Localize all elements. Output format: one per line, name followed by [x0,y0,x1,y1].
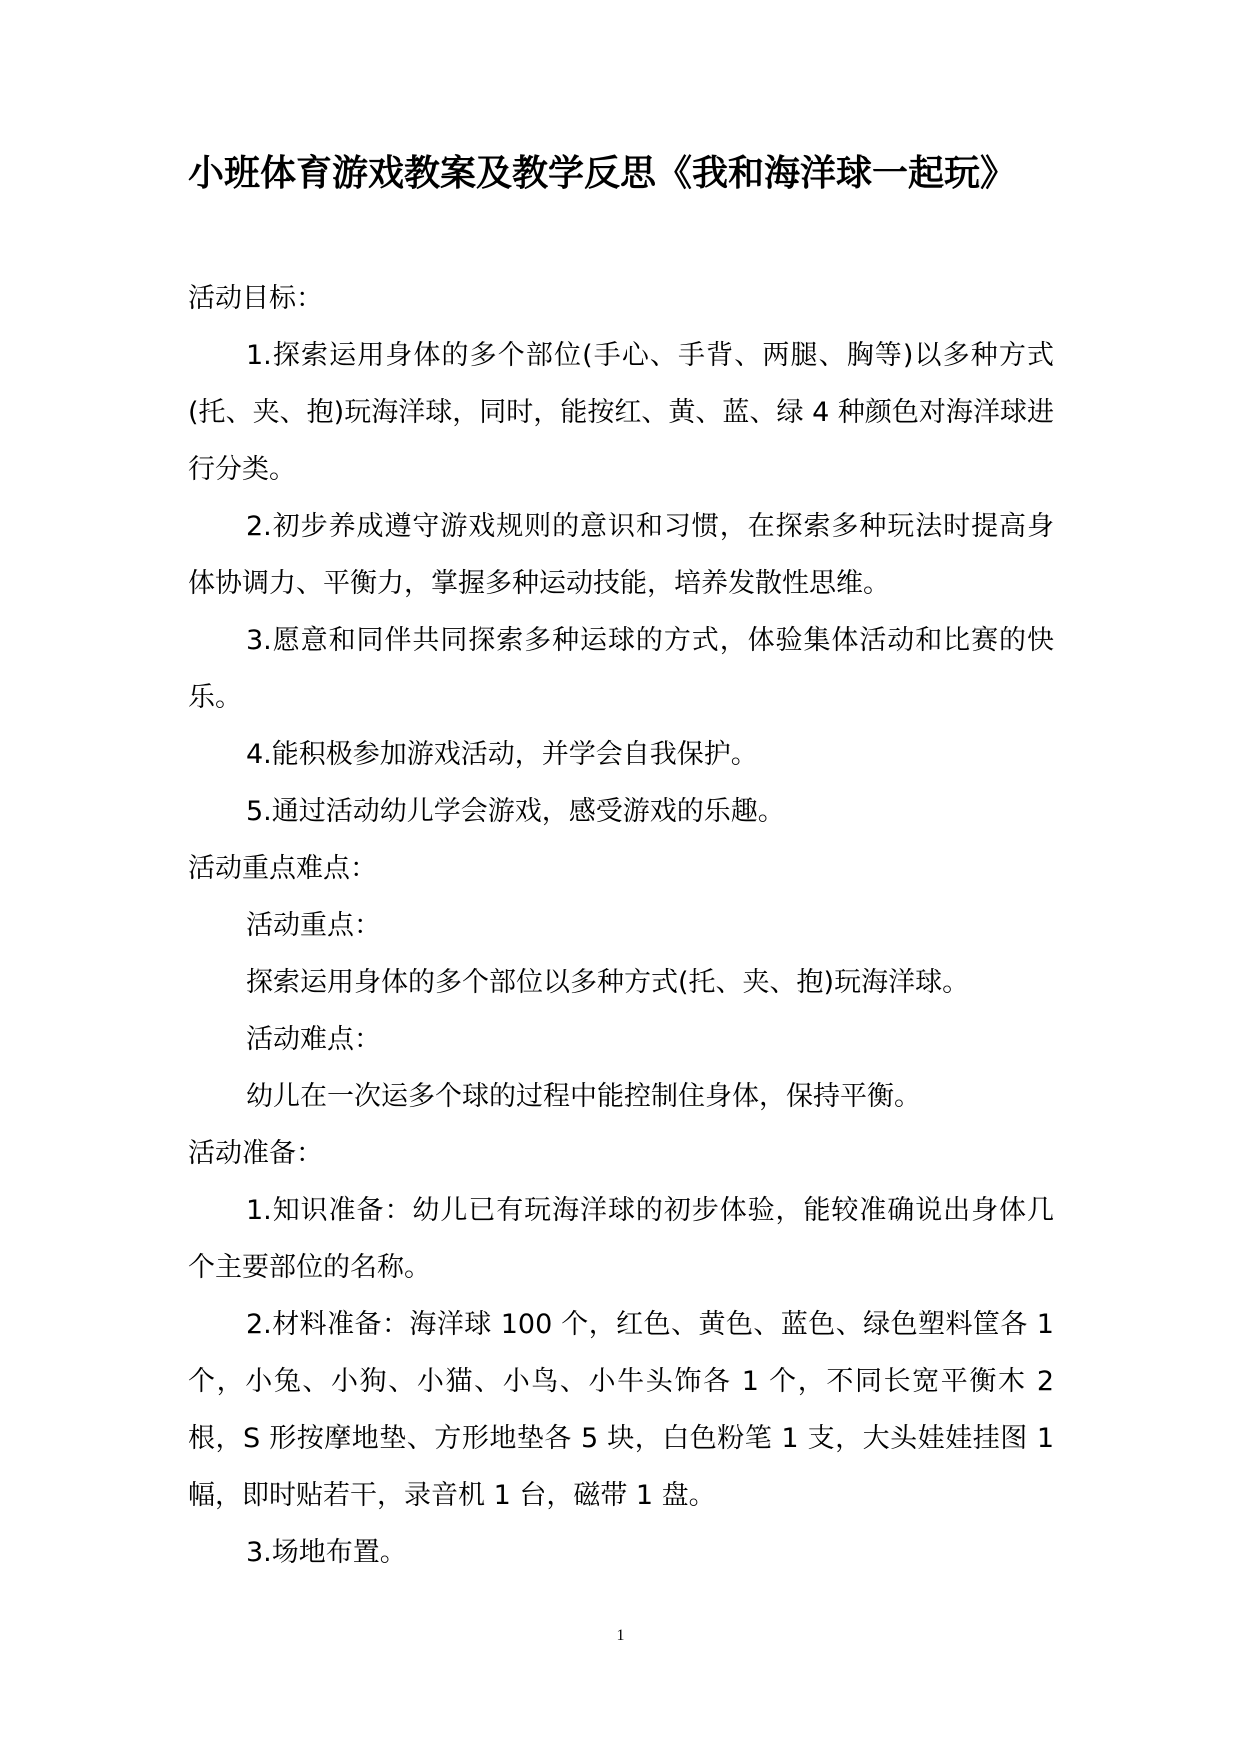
goal-item-2: 2.初步养成遵守游戏规则的意识和习惯，在探索多种玩法时提高身体协调力、平衡力，掌握多种运动技能，培养发散性思维。 [188,511,1054,599]
goal-item-1: 1.探索运用身体的多个部位(手心、手背、两腿、胸等)以多种方式(托、夹、抱)玩海洋球，同时，能按红、黄、蓝、绿 4 种颜色对海洋球进行分类。 [188,340,1054,485]
preparation-item-2: 2.材料准备：海洋球 100 个，红色、黄色、蓝色、绿色塑料筐各 1 个，小兔、小狗、小猫、小鸟、小牛头饰各 1 个，不同长宽平衡木 2 根，S 形按摩地垫、方形地垫各 5 块，白色粉笔 1 支，大头娃娃挂图 1 幅，即时贴若干，录音机 1 台，磁带 1 盘。 [188,1309,1054,1511]
key-difficulty-heading: 活动重点难点： [188,853,377,884]
key-point-text: 探索运用身体的多个部位以多种方式(托、夹、抱)玩海洋球。 [246,967,970,998]
goal-item-4: 4.能积极参加游戏活动，并学会自我保护。 [246,739,758,770]
difficulty-text: 幼儿在一次运多个球的过程中能控制住身体，保持平衡。 [246,1081,921,1112]
preparation-item-3: 3.场地布置。 [246,1537,407,1568]
document-body [188,270,1054,1581]
difficulty-label: 活动难点： [246,1024,381,1055]
goal-item-5: 5.通过活动幼儿学会游戏，感受游戏的乐趣。 [246,796,785,827]
document-title: 小班体育游戏教案及教学反思《我和海洋球一起玩》 [188,153,1017,194]
goal-item-3: 3.愿意和同伴共同探索多种运球的方式，体验集体活动和比赛的快乐。 [188,625,1054,713]
page-number: 1 [616,1627,625,1644]
preparation-item-1: 1.知识准备：幼儿已有玩海洋球的初步体验，能较准确说出身体几个主要部位的名称。 [188,1195,1054,1283]
key-point-label: 活动重点： [246,910,381,941]
preparation-heading: 活动准备： [188,1138,323,1169]
goals-heading: 活动目标： [188,283,323,314]
